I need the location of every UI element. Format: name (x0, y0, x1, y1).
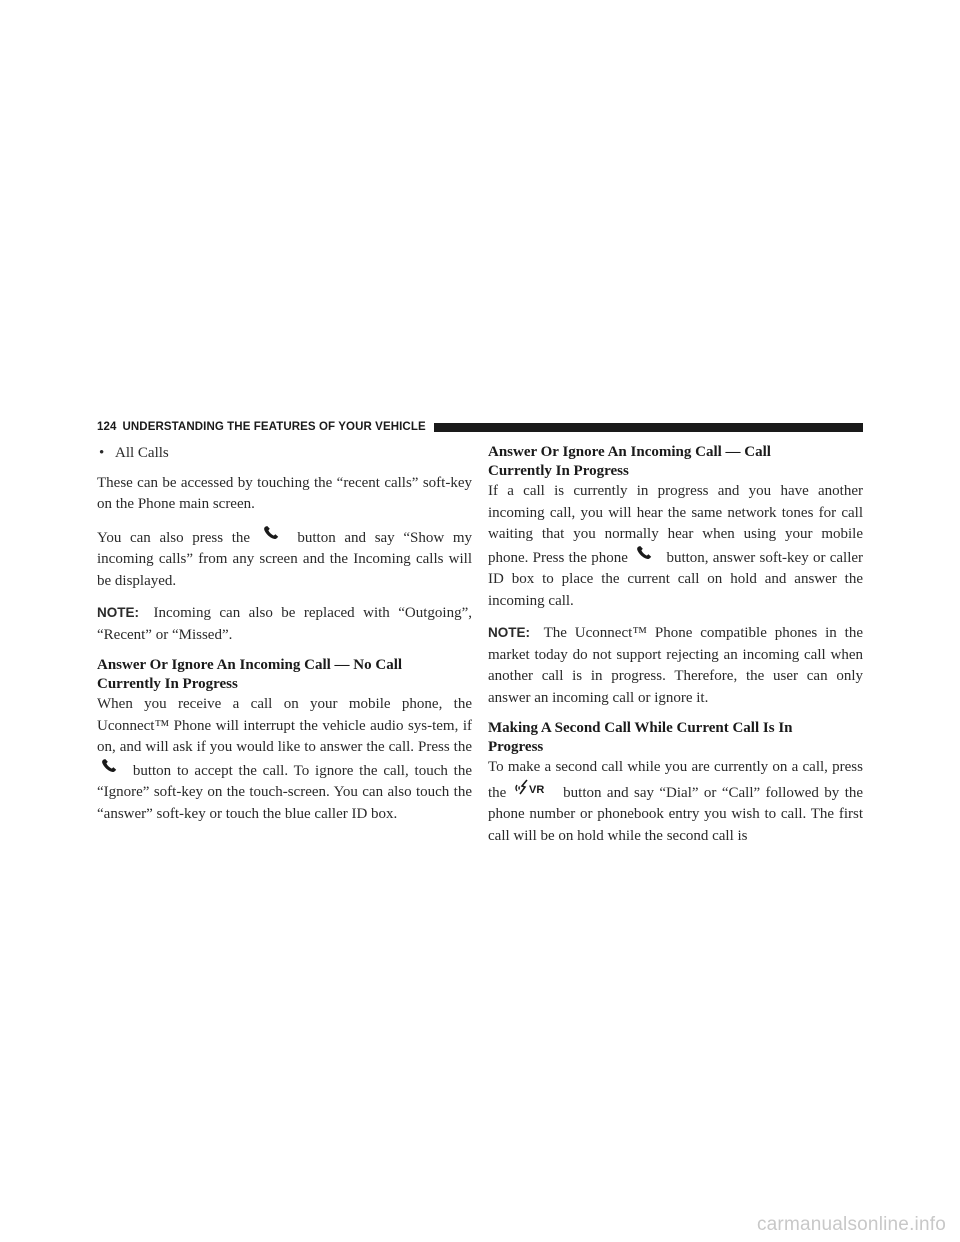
vr-icon-label: VR (528, 783, 545, 796)
paragraph-recent-calls: These can be accessed by touching the “recent calls” soft-key on the Phone main screen. (97, 474, 472, 512)
bullet-item (97, 443, 472, 465)
page-header (97, 417, 863, 437)
voice-recognition-icon (514, 779, 548, 797)
paragraph-second-call: To make a second call while you are currently on a call, press the VR button and say “Dial” or “Call” followed by the phone number or phonebook entry you wish to call. The first call will be on hold while the second call is (488, 759, 864, 844)
bullet-icon: • (99, 445, 105, 461)
left-column (97, 443, 472, 835)
paragraph-show-incoming: You can also press the button and say “Show my incoming calls” from any screen and the Incoming calls will be displayed. (97, 526, 472, 593)
note-paragraph: NOTE: Incoming can also be replaced with “Outgoing”, “Recent” or “Missed”. (97, 605, 472, 643)
heading-no-call-in-progress: Answer Or Ignore An Incoming Call — No Call Currently In Progress (97, 657, 403, 692)
note-label: NOTE: (97, 605, 139, 620)
phone-icon (101, 759, 117, 773)
paragraph-receive-call: When you receive a call on your mobile phone, the Uconnect™ Phone will interrupt the vehicle audio sys-tem, if on, and will ask if you would like to answer the call. Press the button to accept the call. To ignore the call, touch the “Ignore” soft-key on the touch-screen. You can also touch the “answer” soft-key or touch the blue caller ID box. (97, 696, 472, 822)
heading-call-in-progress: Answer Or Ignore An Incoming Call — Call Currently In Progress (488, 444, 771, 479)
note-paragraph: NOTE: The Uconnect™ Phone compatible phones in the market today do not support rejecting an incoming call when another call is in progress. Therefore, the user can only answer an incoming call or ignore it. (488, 625, 863, 706)
phone-icon (263, 526, 279, 540)
note-label: NOTE: (488, 625, 530, 640)
right-column (488, 443, 863, 847)
watermark: carmanualsonline.info (756, 1214, 946, 1235)
page-number: 124 (97, 421, 117, 433)
paragraph-call-waiting: If a call is currently in progress and you have another incoming call, you will hear the same network tones for call waiting that you normally hear when using your mobile phone. Press the phone button, answer soft-key or caller ID box to place the current call on hold and answer the incoming call. (488, 483, 864, 609)
bullet-text: All Calls (115, 445, 169, 461)
phone-icon (636, 546, 652, 560)
heading-second-call: Making A Second Call While Current Call Is In Progress (488, 720, 793, 755)
section-title: UNDERSTANDING THE FEATURES OF YOUR VEHICLE (122, 421, 426, 433)
header-rule (434, 423, 863, 432)
